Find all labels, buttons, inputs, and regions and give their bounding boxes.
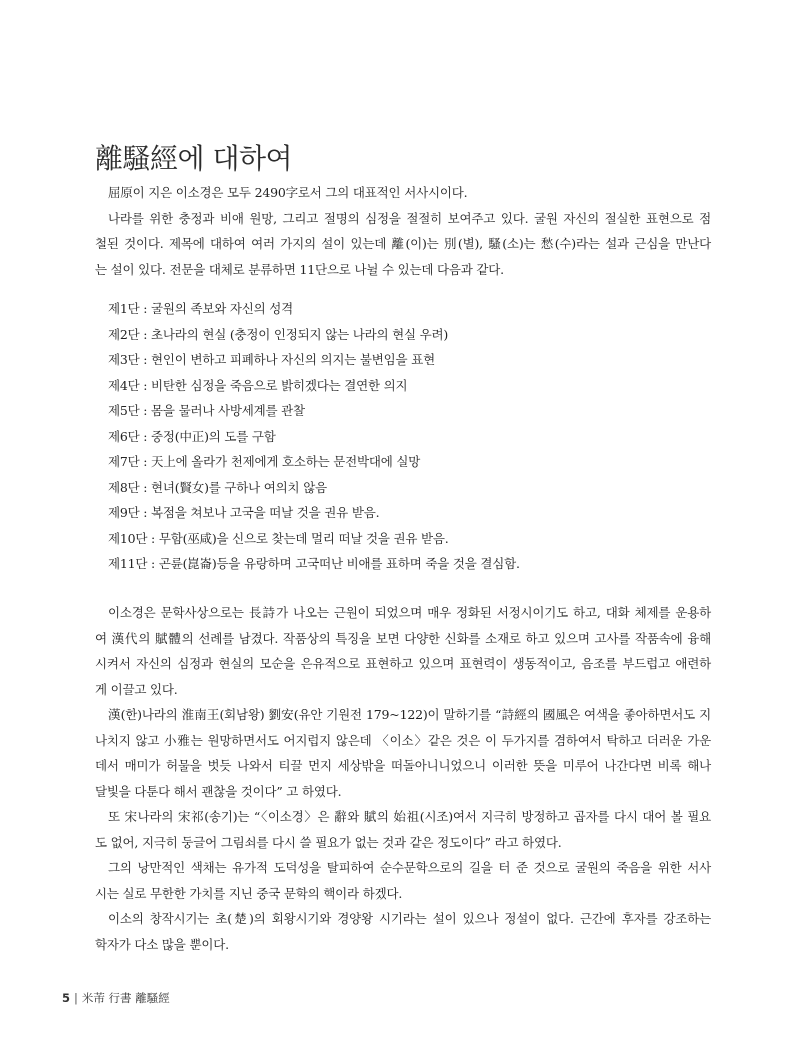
outline-item: 제7단 : 天上에 올라가 천제에게 호소하는 문전박대에 실망 <box>108 454 421 469</box>
text-line: 는 설이 있다. 전문을 대체로 분류하면 11단으로 나뉠 수 있는데 다음과 같다. <box>95 261 504 277</box>
outline-item: 제11단 : 곤륜(崑崙)등을 유랑하며 고국떠난 비애를 표하며 죽을 것을 결심함. <box>108 556 520 571</box>
text-line: 나라를 위한 충정과 비애 원망, 그리고 절명의 심정을 절절히 보여주고 있다. 굴원 자신의 절실한 표현으로 점 <box>108 210 711 226</box>
commentary-body <box>95 600 711 957</box>
text-line: 漢(한)나라의 淮南王(회남왕) 劉安(유안 기원전 179~122)이 말하기를 “詩經의 國風은 여색을 좋아하면서도 지 <box>108 707 711 722</box>
text-line: 屈原이 지은 이소경은 모두 2490字로서 그의 대표적인 서사시이다. <box>108 185 468 200</box>
text-line: 여 漢代의 賦體의 선례를 남겼다. 작품상의 특징을 보면 다양한 신화를 소재로 하고 있으며 고사를 작품속에 융해 <box>95 630 711 646</box>
text-line: 이소경은 문학사상으로는 長詩가 나오는 근원이 되었으며 매우 정화된 서정시이기도 하고, 대화 체제를 운용하 <box>108 605 711 620</box>
outline-item: 제6단 : 중정(中正)의 도를 구함 <box>108 428 276 444</box>
outline-item: 제9단 : 복점을 쳐보나 고국을 떠날 것을 권유 받음. <box>108 505 380 520</box>
outline-item: 제5단 : 몸을 물러나 사방세계를 관찰 <box>108 403 305 418</box>
outline-item: 제4단 : 비탄한 심정을 죽음으로 밝히겠다는 결연한 의지 <box>108 377 408 393</box>
outline-item: 제3단 : 현인이 변하고 피폐하나 자신의 의지는 불변임을 표현 <box>108 352 435 367</box>
text-line: 이소의 창작시기는 초(楚)의 회왕시기와 경양왕 시기라는 설이 있으나 정설이 없다. 근간에 후자를 강조하는 <box>108 911 711 926</box>
text-line: 학자가 다소 많을 뿐이다. <box>95 936 229 952</box>
intro-paragraph <box>95 180 711 282</box>
text-line: 달빛을 다툰다 해서 괜찮을 것이다” 고 하였다. <box>95 783 342 799</box>
text-line: 도 없어, 지극히 둥글어 그림쇠를 다시 쓸 필요가 없는 것과 같은 정도이다” 라고 하였다. <box>95 834 562 850</box>
text-line: 철된 것이다. 제목에 대하여 여러 가지의 설이 있는데 離(이)는 別(별), 騷(소)는 愁(수)라는 설과 근심을 만난다 <box>95 236 711 251</box>
text-line: 시켜서 자신의 심정과 현실의 모순을 은유적으로 표현하고 있으며 표현력이 생동적이고, 음조를 부드럽고 애련하 <box>95 656 711 671</box>
text-line: 또 宋나라의 宋祁(송기)는 “〈이소경〉은 辭와 賦의 始祖(시조)여서 지극히 방정하고 곱자를 다시 대어 볼 필요 <box>108 809 711 824</box>
footer-separator: | <box>74 991 78 1005</box>
section-outline-list <box>95 296 711 577</box>
outline-item: 제2단 : 초나라의 현실 (충정이 인정되지 않는 나라의 현실 우려) <box>108 326 449 342</box>
text-line: 게 이끌고 있다. <box>95 681 178 697</box>
book-title: 米芾 行書 離騷經 <box>81 991 170 1005</box>
text-line: 시는 실로 무한한 가치를 지닌 중국 문학의 핵이라 하겠다. <box>95 885 403 901</box>
outline-item: 제10단 : 무함(巫咸)을 신으로 찾는데 멀리 떠날 것을 권유 받음. <box>108 530 449 546</box>
text-line: 데서 매미가 허물을 벗듯 나와서 티끌 먼지 세상밖을 떠돌아니니었으니 이러한 뜻을 미루어 나간다면 비록 해나 <box>95 758 711 773</box>
page-footer <box>62 990 170 1006</box>
text-line: 나치지 않고 小雅는 원망하면서도 어지럽지 않은데 〈이소〉같은 것은 이 두가지를 겸하여서 탁하고 더러운 가운 <box>95 732 711 748</box>
outline-item: 제8단 : 현녀(賢女)를 구하나 여의치 않음 <box>108 479 327 495</box>
text-line: 그의 낭만적인 색채는 유가적 도덕성을 탈피하여 순수문학으로의 길을 터 준 것으로 굴원의 죽음을 위한 서사 <box>108 860 711 875</box>
page-title: 離騷經에 대하여 <box>95 141 293 175</box>
page-number: 5 <box>62 991 71 1005</box>
outline-item: 제1단 : 굴원의 족보와 자신의 성격 <box>108 301 294 316</box>
